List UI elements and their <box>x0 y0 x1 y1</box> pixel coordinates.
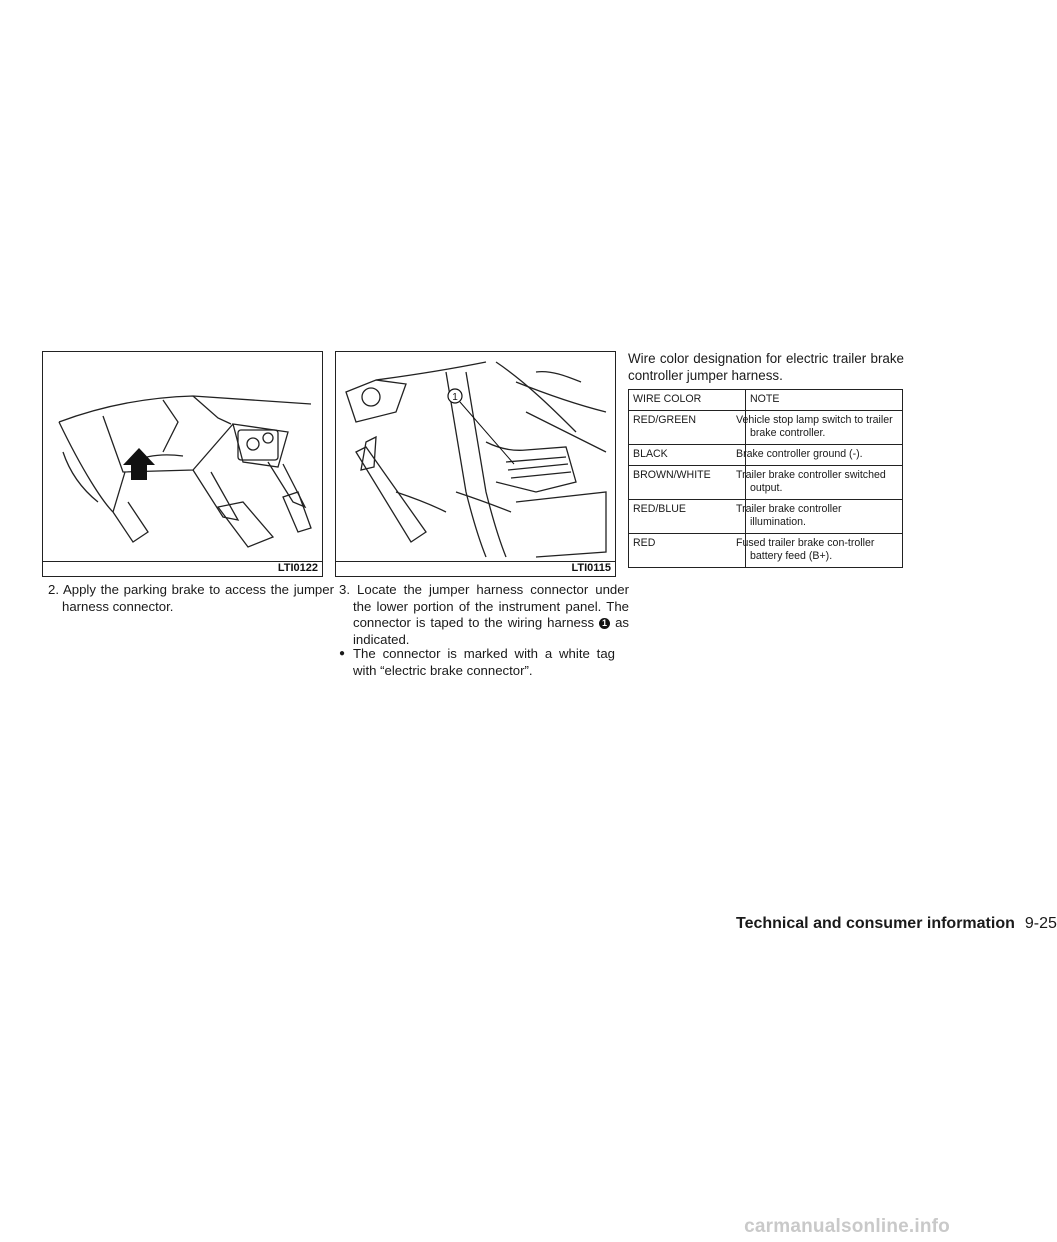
step-2 <box>48 582 334 615</box>
header-wire-color: WIRE COLOR <box>629 390 746 411</box>
bullet-text: The connector is marked with a white tag with “electric brake connector”. <box>353 646 615 678</box>
figure-code: LTI0115 <box>571 562 611 574</box>
figure-parking-brake <box>42 351 323 577</box>
table-intro: Wire color designation for electric trailer brake controller jumper harness. <box>628 351 904 383</box>
wire-color: RED <box>629 534 746 568</box>
wire-color-table <box>628 389 903 568</box>
parking-brake-illustration <box>43 352 322 562</box>
section-title: Technical and consumer information <box>736 915 1015 932</box>
jumper-harness-illustration <box>336 352 615 562</box>
table-header-row <box>629 390 903 411</box>
step-number: 3. <box>339 582 350 597</box>
figure-jumper-harness <box>335 351 616 577</box>
callout-number: 1 <box>452 392 458 403</box>
wire-note: Trailer brake controller switched output. <box>746 466 903 500</box>
wire-color: BLACK <box>629 445 746 466</box>
step-text: Locate the jumper harness connector under the lower portion of the instrument panel. The connector is taped to the wiring harness <box>353 582 629 631</box>
header-note: NOTE <box>746 390 903 411</box>
wire-color: RED/BLUE <box>629 500 746 534</box>
wire-note: Fused trailer brake con-troller battery feed (B+). <box>746 534 903 568</box>
callout-number: 1 <box>599 618 610 629</box>
table-row <box>629 500 903 534</box>
table-row <box>629 445 903 466</box>
table-row <box>629 466 903 500</box>
step-text: Apply the parking brake to access the jumper harness connector. <box>62 582 334 614</box>
table-row <box>629 411 903 445</box>
table-row <box>629 534 903 568</box>
arrow-icon <box>123 448 155 480</box>
wire-color: BROWN/WHITE <box>629 466 746 500</box>
watermark: carmanualsonline.info <box>744 1216 950 1237</box>
bullet-note <box>339 646 615 679</box>
wire-color: RED/GREEN <box>629 411 746 445</box>
step-3 <box>339 582 629 648</box>
step-text-continued: as indicated. <box>353 615 629 647</box>
figure-code: LTI0122 <box>277 562 318 574</box>
wire-note: Trailer brake controller illumination. <box>746 500 903 534</box>
step-number: 2. <box>48 582 59 597</box>
wire-note: Brake controller ground (-). <box>746 445 903 466</box>
bullet-icon: ● <box>339 648 346 659</box>
page-number: 9-25 <box>1024 915 1057 932</box>
page-footer <box>736 915 1057 933</box>
wire-note: Vehicle stop lamp switch to trailer brake controller. <box>746 411 903 445</box>
